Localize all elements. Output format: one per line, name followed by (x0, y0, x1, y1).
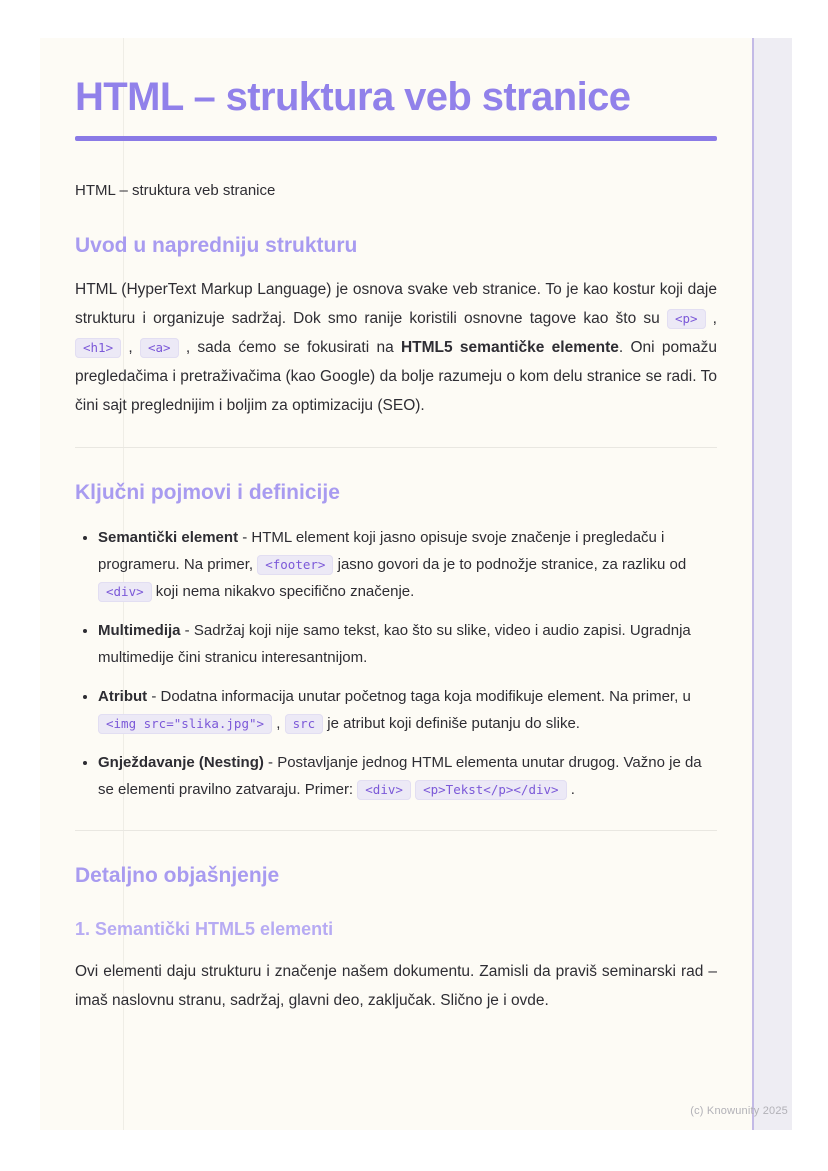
inline-code-chip: <a> (140, 338, 179, 358)
intro-line: HTML – struktura veb stranice (75, 181, 276, 199)
inline-code-chip: <img src="slika.jpg"> (98, 714, 272, 734)
list-item-atribut (98, 683, 717, 737)
text-run: jasno govori da je to podnožje stranice, za razliku od (333, 555, 687, 573)
subsection-heading-semanticki-html5: 1. Semantički HTML5 elementi (75, 918, 334, 939)
document-content (75, 75, 717, 1015)
bold-term: Gnježdavanje (Nesting) (98, 753, 264, 771)
inline-code-chip: src (285, 714, 324, 734)
document-title: HTML – struktura veb stranice (75, 75, 631, 119)
footer-credit: (c) Knowunity 2025 (690, 1105, 788, 1117)
title-underline (75, 136, 717, 141)
inline-code-chip: <h1> (75, 338, 121, 358)
text-run: HTML (HyperText Markup Language) je osnova svake veb stranice. To je kao kostur koji daje strukturu i organizuje sadržaj. Dok smo ranije koristili osnovne tagove kao što su (75, 280, 717, 327)
text-run: . (566, 780, 575, 798)
section-heading-detaljno: Detaljno objašnjenje (75, 863, 280, 887)
section-divider (75, 830, 717, 831)
text-run: - Dodatna informacija unutar početnog taga koja modifikuje element. Na primer, u (147, 687, 691, 705)
section-divider (75, 447, 717, 448)
inline-code-chip: <p>Tekst</p></div> (415, 780, 566, 800)
inline-code-chip: <p> (667, 309, 706, 329)
list-item-multimedija (98, 617, 717, 671)
text-run: Ovi elementi daju strukturu i značenje našem dokumentu. Zamisli da praviš seminarski rad – imaš naslovnu stranu, sadržaj, glavni deo, zaključak. Slično je i ovde. (75, 962, 717, 1009)
text-run: - HTML element koji jasno opisuje svoje značenje i pregledaču i programeru. Na primer, (98, 528, 665, 573)
list-item-gnjezdavanje (98, 749, 717, 803)
text-run: , (272, 714, 285, 732)
bold-term: Semantički element (98, 528, 239, 546)
inline-code-chip: <div> (357, 780, 411, 800)
bold-term: HTML5 semantičke elemente (400, 338, 619, 356)
next-page-edge (752, 38, 792, 1130)
text-run: - Postavljanje jednog HTML elementa unutar drugog. Važno je da se elementi pravilno zatvaraju. Primer: (98, 753, 702, 798)
text-run: , (705, 309, 717, 327)
inline-code-chip: <footer> (257, 555, 333, 575)
terms-list (75, 524, 717, 803)
text-run: , sada ćemo se fokusirati na (178, 338, 401, 356)
text-run: - Sadržaj koji nije samo tekst, kao što su slike, video i audio zapisi. Ugradnja multimedije čini stranicu interesantnijom. (98, 621, 691, 666)
text-run: koji nema nikakvo specifično značenje. (151, 582, 415, 600)
section-heading-uvod: Uvod u napredniju strukturu (75, 233, 358, 257)
section-heading-kljucni-pojmovi: Ključni pojmovi i definicije (75, 480, 340, 504)
document-page (40, 38, 792, 1130)
bold-term: Multimedija (98, 621, 181, 639)
text-run: , (121, 338, 140, 356)
list-item-semanticki-element (98, 524, 717, 605)
detail-paragraph (75, 957, 717, 1015)
inline-code-chip: <div> (98, 582, 152, 602)
text-run: . Oni pomažu pregledačima i pretraživačima (kao Google) da bolje razumeju o kom delu stranice se radi. To čini sajt preglednijim i boljim za optimizaciju (SEO). (75, 338, 717, 414)
intro-paragraph (75, 275, 717, 420)
bold-term: Atribut (98, 687, 148, 705)
text-run: je atribut koji definiše putanju do slike. (323, 714, 580, 732)
